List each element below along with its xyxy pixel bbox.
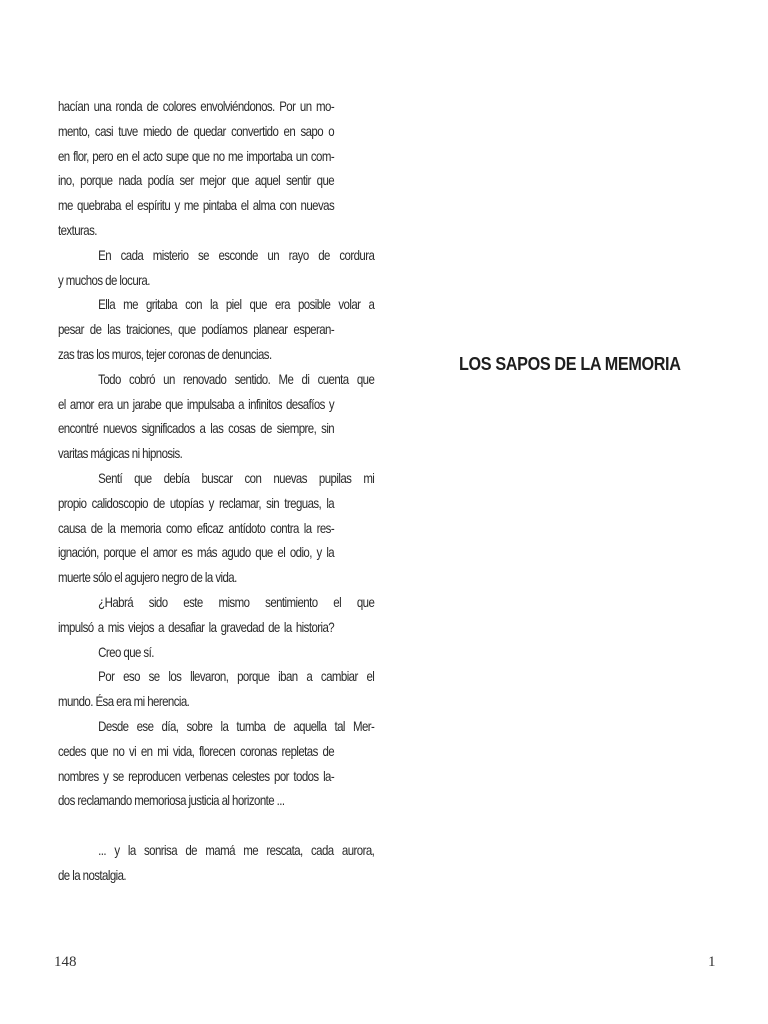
text-line: causa de la memoria como eficaz antídoto contra la res- — [58, 519, 335, 536]
text-line: muerte sólo el agujero negro de la vida. — [58, 569, 237, 586]
text-line: encontré nuevos significados a las cosas de siempre, sin — [58, 420, 335, 437]
text-line: Sentí que debía buscar con nuevas pupilas mi — [98, 469, 375, 486]
text-line: zas tras los muros, tejer coronas de denuncias. — [58, 345, 272, 362]
text-line: ino, porque nada podía ser mejor que aquel sentir que — [58, 172, 335, 189]
text-line: me quebraba el espíritu y me pintaba el alma con nuevas — [58, 197, 335, 214]
text-line: Por eso se los llevaron, porque iban a cambiar el — [98, 668, 375, 685]
text-line: Ella me gritaba con la piel que era posible volar a — [98, 296, 375, 313]
text-line: Creo que sí. — [98, 643, 154, 660]
text-line: varitas mágicas ni hipnosis. — [58, 445, 183, 462]
text-line: y muchos de locura. — [58, 271, 150, 288]
text-line: cedes que no vi en mi vida, florecen coronas repletas de — [58, 742, 335, 759]
text-line: el amor era un jarabe que impulsaba a infinitos desafíos y — [58, 395, 335, 412]
text-line: mundo. Ésa era mi herencia. — [58, 693, 190, 710]
text-line: impulsó a mis viejos a desafiar la gravedad de la historia? — [58, 618, 335, 635]
body-text — [58, 94, 375, 888]
text-line: propio calidoscopio de utopías y reclamar, sin treguas, la — [58, 494, 335, 511]
text-line: en flor, pero en el acto supe que no me importaba un com- — [58, 147, 335, 164]
text-line: texturas. — [58, 221, 97, 238]
text-line: En cada misterio se esconde un rayo de cordura — [98, 246, 375, 263]
right-page — [384, 0, 768, 1024]
text-line: Desde ese día, sobre la tumba de aquella tal Mer- — [98, 717, 375, 734]
text-line: hacían una ronda de colores envolviéndonos. Por un mo- — [58, 98, 335, 114]
text-line: nombres y se reproducen verbenas celestes por todos la- — [58, 767, 335, 784]
text-line: mento, casi tuve miedo de quedar convertido en sapo o — [58, 122, 335, 139]
page-number-right: 1 — [708, 954, 716, 970]
text-line: ¿Habrá sido este mismo sentimiento el que — [98, 593, 375, 610]
book-title: LOS SAPOS DE LA MEMORIA — [459, 354, 681, 374]
text-line: pesar de las traiciones, que podíamos planear esperan- — [58, 321, 335, 338]
text-line: ... y la sonrisa de mamá me rescata, cada aurora, — [98, 841, 375, 858]
page-number-left: 148 — [54, 954, 77, 970]
text-line: ignación, porque el amor es más agudo que el odio, y la — [58, 544, 335, 561]
text-line: dos reclamando memoriosa justicia al horizonte ... — [58, 792, 285, 809]
paragraph-gap — [58, 813, 334, 838]
text-line: Todo cobró un renovado sentido. Me di cuenta que — [98, 370, 375, 387]
text-line: de la nostalgia. — [58, 866, 127, 883]
